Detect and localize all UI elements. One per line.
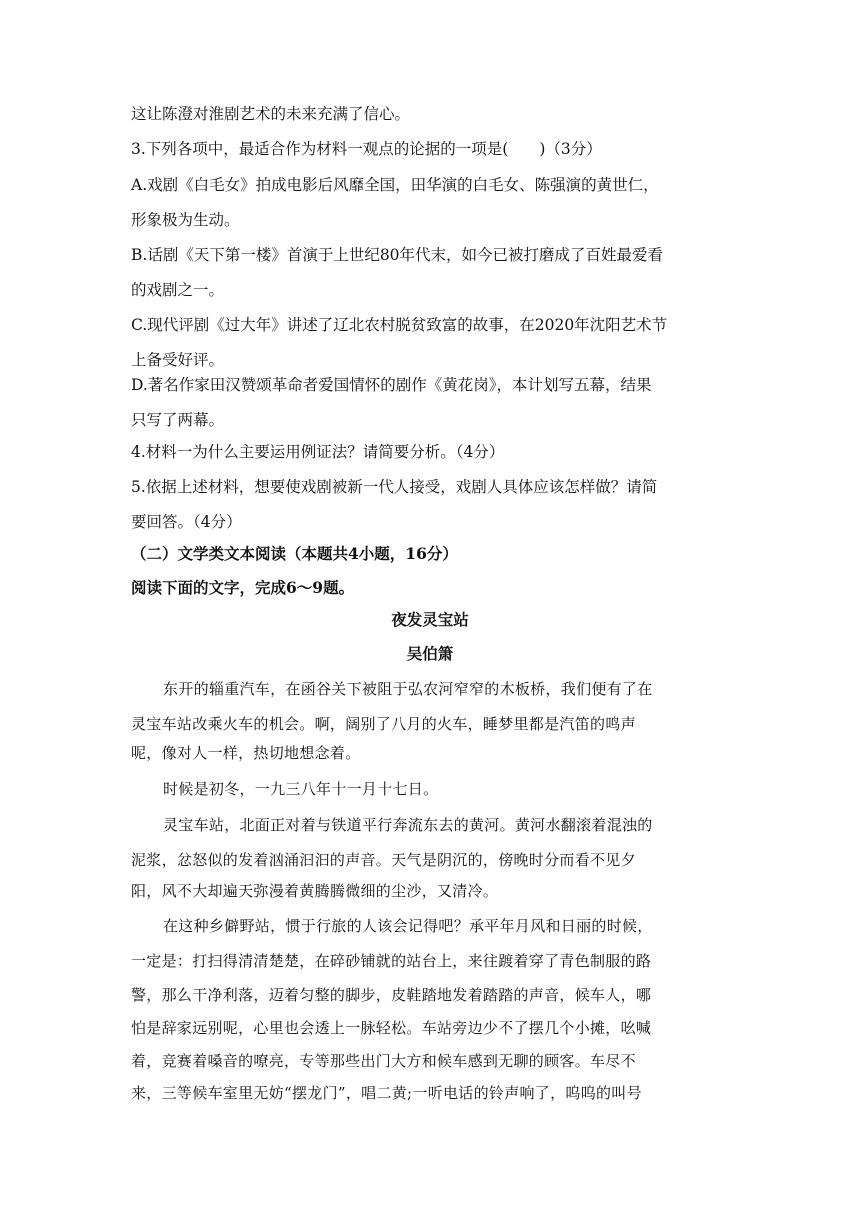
question-4: 4.材料一为什么主要运用例证法？请简要分析。（4分） bbox=[131, 443, 505, 461]
paragraph-4-line-3: 警，那么干净利落，迈着匀整的脚步，皮鞋踏地发着踏踏的声音，候车人，哪 bbox=[131, 986, 652, 1004]
section-2-heading: （二）文学类文本阅读（本题共4小题，16分） bbox=[131, 544, 458, 563]
question-5-line-1: 5.依据上述材料，想要使戏剧被新一代人接受，戏剧人具体应该怎样做？请简 bbox=[131, 478, 658, 496]
option-b-line-2: 的戏剧之一。 bbox=[131, 281, 225, 299]
option-a-line-1: A.戏剧《白毛女》拍成电影后风靡全国，田华演的白毛女、陈强演的黄世仁， bbox=[131, 176, 659, 194]
section-2-instruction: 阅读下面的文字，完成6～9题。 bbox=[131, 578, 355, 597]
paragraph-2-line-1: 时候是初冬，一九三八年十一月十七日。 bbox=[163, 780, 439, 798]
paragraph-4-line-1: 在这种乡僻野站，惯于行旅的人该会记得吧？承平年月风和日丽的时候， bbox=[163, 917, 653, 935]
article-title: 夜发灵宝站 bbox=[391, 610, 469, 629]
paragraph-3-line-3: 阳，风不大却遍天弥漫着黄腾腾微细的尘沙，又清冷。 bbox=[131, 882, 499, 900]
article-author: 吴伯箫 bbox=[406, 644, 454, 663]
paragraph-4-line-6: 来，三等候车室里无妨“摆龙门”，唱二黄;一听电话的铃声响了，呜呜的叫号 bbox=[131, 1084, 642, 1102]
option-c-line-2: 上备受好评。 bbox=[131, 351, 225, 369]
option-d-line-2: 只写了两幕。 bbox=[131, 411, 225, 429]
option-a-line-2: 形象极为生动。 bbox=[131, 211, 240, 229]
paragraph-4-line-5: 着，竞赛着嗓音的嘹亮，专等那些出门大方和候车感到无聊的顾客。车尽不 bbox=[131, 1052, 636, 1070]
paragraph-3-line-1: 灵宝车站，北面正对着与铁道平行奔流东去的黄河。黄河水翻滚着混浊的 bbox=[163, 816, 653, 834]
paragraph-4-line-4: 怕是辞家远别呢，心里也会透上一脉轻松。车站旁边少不了摆几个小摊，吆喊 bbox=[131, 1019, 652, 1037]
intro-tail: 这让陈澄对淮剧艺术的未来充满了信心。 bbox=[131, 105, 411, 123]
question-3-stem: 3.下列各项中，最适合作为材料一观点的论据的一项是( )（3分） bbox=[131, 140, 602, 158]
option-c-line-1: C.现代评剧《过大年》讲述了辽北农村脱贫致富的故事，在2020年沈阳艺术节 bbox=[131, 316, 668, 334]
paragraph-1-line-2: 灵宝车站改乘火车的机会。啊，阔别了八月的火车，睡梦里都是汽笛的鸣声 bbox=[131, 715, 636, 733]
option-b-line-1: B.话剧《天下第一楼》首演于上世纪80年代末，如今已被打磨成了百姓最爱看 bbox=[131, 246, 664, 264]
paragraph-1-line-1: 东开的辎重汽车，在函谷关下被阻于弘农河窄窄的木板桥，我们便有了在 bbox=[163, 680, 653, 698]
option-d-line-1: D.著名作家田汉赞颂革命者爱国情怀的剧作《黄花岗》，本计划写五幕，结果 bbox=[131, 376, 652, 394]
paragraph-1-line-3: 呢，像对人一样，热切地想念着。 bbox=[131, 744, 361, 762]
paragraph-4-line-2: 一定是：打扫得清清楚楚，在碎砂铺就的站台上，来往踱着穿了青色制服的路 bbox=[131, 952, 652, 970]
question-5-line-2: 要回答。（4分） bbox=[131, 513, 242, 531]
paragraph-3-line-2: 泥浆，忿怒似的发着汹涌汩汩的声音。天气是阴沉的，傍晚时分而看不见夕 bbox=[131, 851, 636, 869]
